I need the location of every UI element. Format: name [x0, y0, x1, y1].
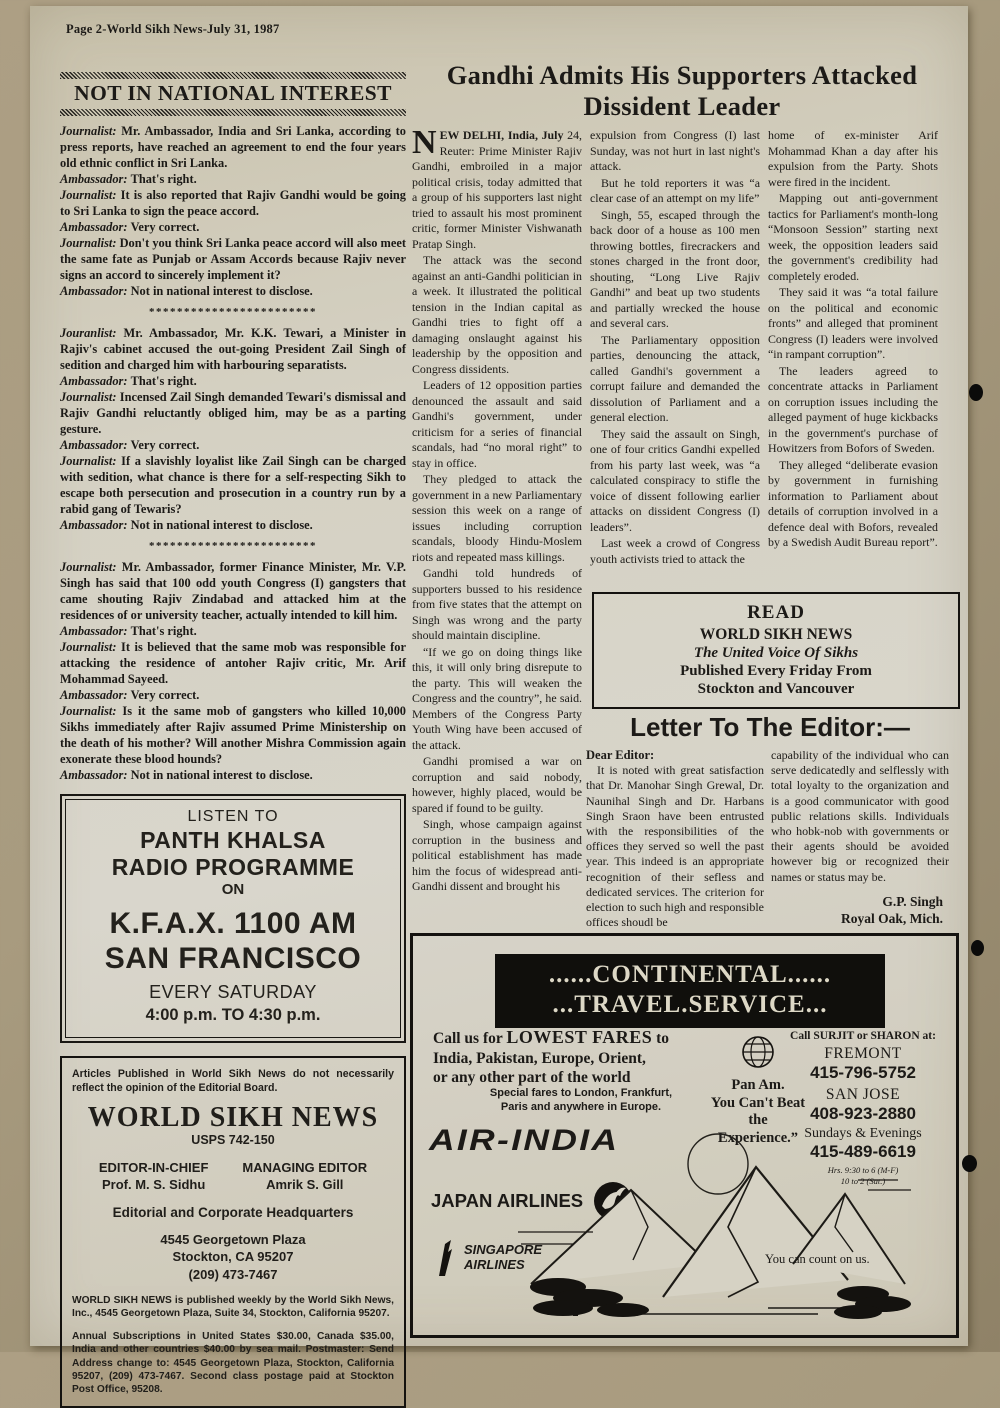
ad-banner: ......CONTINENTAL...... ...TRAVEL.SERVICE...: [495, 954, 885, 1028]
interview-line: Ambassador: Not in national interest to disclose.: [60, 284, 313, 298]
article-paragraph: But he told reporters it was “a clear case of an attempt on my life”: [590, 175, 760, 205]
article-paragraph: home of ex-minister Arif Mohammad Khan a day after his expulsion from the Party. Shots were fired in the incident.: [768, 128, 938, 189]
phone-evenings: 415-489-6619: [810, 1142, 916, 1162]
letter-column-2: [771, 748, 949, 930]
interview-line: Ambassador: Very correct.: [60, 220, 200, 234]
editorial-disclaimer: Articles Published in World Sikh News do not necessarily reflect the opinion of the Editorial Board.: [72, 1068, 394, 1094]
radio-ad-line: K.F.A.X. 1100 AM: [109, 906, 357, 940]
bird-icon: [431, 1238, 457, 1278]
interview-line: Journalist: Incensed Zail Singh demanded Tewari's dismissal and Rajiv Gandhi reluctantly obliged him, may be as a parting gesture.: [60, 390, 406, 436]
japan-airlines-logo: JAPAN AIRLINES: [431, 1180, 634, 1222]
interview-body: [60, 123, 406, 783]
tree-silhouette: [834, 1286, 911, 1319]
masthead-box: [60, 1056, 406, 1408]
publication-info: WORLD SIKH NEWS is published weekly by the World Sikh News, Inc., 4545 Georgetown Plaza, Suite 34, Stockton, California 95207.: [72, 1294, 395, 1319]
article-paragraph: The attack was the second against an anti-Gandhi politician in a week. It illustrated the political tension in the Indian capital as Gandhi tries to fight off a damaging onslaught against his leadership by the opposition and Congress dissidents.: [412, 253, 582, 376]
interview-line: Journalist: Is it the same mob of gangsters who killed 10,000 Sikhs immediately after Rajiv assumed Prime Ministership on the death of his mother? Will another Mishra Commission again exonerate these blood hounds?: [60, 704, 406, 766]
article-paragraph: They alleged “deliberate evasion by government in furnishing information to Parliament about details of corruption involved in a defence deal with Bofors, revealed by a Swedish Audit Bureau report”.: [768, 457, 938, 549]
drop-cap: N: [412, 124, 437, 161]
phone-fremont: 415-796-5752: [810, 1063, 916, 1082]
letter-paragraph: capability of the individual who can serve dedicatedly and selflessly with total loyalty to the organization and is a good communicator with good public relations skills. Individuals who hobk-nob with governments or their agents should be avoided however big or recognized their names or status may be.: [771, 748, 949, 884]
interview-line: Jouranlist: Mr. Ambassador, Mr. K.K. Tewari, a Minister in Rajiv's cabinet accused the out-going President Zail Singh of sedition and charged him with harbouring separatists.: [60, 326, 406, 372]
masthead-title: WORLD SIKH NEWS: [87, 1102, 379, 1134]
letter-signature: G.P. Singh Royal Oak, Mich.: [840, 893, 943, 927]
interview-line: Ambassador: That's right.: [60, 172, 197, 186]
interview-line: Journalist: Mr. Ambassador, India and Sri Lanka, according to press reports, have reached an agreement to end the four years old ethnic conflict in Sri Lanka.: [60, 124, 406, 170]
mountains-illustration: [513, 1132, 913, 1322]
article-paragraph: Last week a crowd of Congress youth activists tried to attack the: [590, 536, 760, 566]
interview-line: Journalist: If a slavishly loyalist like Zail Singh can be charged with sedition, what chance is there for a self-respecting Sikh to escape both persecution and prosecution in a country run by a rabid gang of Tewaris?: [60, 454, 406, 516]
ad-pitch: Call us for LOWEST FARES to India, Pakistan, Europe, Orient, or any other part of the world: [433, 1027, 670, 1086]
letter-paragraph: It is noted with great satisfaction that Dr. Manohar Singh Grewal, Dr. Naunihal Singh and Dr. Harbans Singh Sraon have been entrusted with the responsibilities of the offices they served so well the past year. This indeed is an appropriate recognition of their sefless and dedicated services. The criterion for election to such high and responsible offices shoudl be: [586, 763, 764, 930]
singapore-airlines-label: SINGAPORE AIRLINES: [464, 1242, 543, 1272]
radio-ad-content: [65, 799, 401, 1038]
article-paragraph: “If we go on doing things like this, it will only bring disrepute to the party. This will weaken the Congress and the country”, he said. Members of the Congress Party Youth Wing have been accused of the attack.: [412, 644, 582, 752]
interview-line: Ambassador: Very correct.: [60, 438, 200, 452]
interview-line: Ambassador: Not in national interest to disclose.: [60, 768, 313, 782]
managing-editor: MANAGING EDITOR Amrik S. Gill: [242, 1160, 368, 1192]
radio-programme-ad: [60, 794, 406, 1043]
radio-ad-line: LISTEN TO: [187, 808, 279, 825]
decorative-bar: [60, 109, 406, 116]
binder-hole: [971, 940, 984, 956]
interview-line: Ambassador: Very correct.: [60, 688, 200, 702]
article-lead-paragraph: NEW DELHI, India, July 24, Reuter: Prime Minister Rajiv Gandhi, embroiled in a major political crisis, today admitted that a group of his supporters last night tried to assault his most prominent critic, former Minister Vishwanath Pratap Singh.: [412, 124, 582, 251]
section-separator: ************************: [149, 540, 317, 552]
subscription-info: Annual Subscriptions in United States $30.00, Canada $35.00, India and other countries $40.00 by sea mail. Postmaster: Send Address change to: 4545 Georgetown Plaza, Stockton, California 95207, (209) 473-7467. Second class postage paid at Stockton Post Office, 95208.: [72, 1331, 394, 1396]
tree-silhouette: [530, 1278, 649, 1317]
interview-line: Ambassador: That's right.: [60, 374, 197, 388]
article-headline: Gandhi Admits His Supporters Attacked Dissident Leader: [446, 60, 918, 122]
article-column-1: [412, 124, 582, 896]
phone-san-jose: 408-923-2880: [810, 1103, 916, 1123]
address-block: 4545 Georgetown Plaza Stockton, CA 95207 (209) 473-7467: [160, 1231, 306, 1282]
binder-hole: [969, 384, 983, 401]
pan-am-slogan: Pan Am. You Can't Beat the Experience.”: [710, 1077, 806, 1147]
article-paragraph: Gandhi promised a war on corruption and said nobody, however, highly placed, would be spared if found to be guilty.: [412, 754, 582, 815]
letter-column-1: [586, 748, 764, 930]
article-paragraph: The leaders agreed to concentrate attacks in Parliament on corruption issues including the alleged payment of huge kickbacks in the government's purchase of Howitzers from Bofors of Sweden.: [768, 363, 938, 455]
radio-ad-line: 4:00 p.m. TO 4:30 p.m.: [145, 1005, 321, 1024]
editor-roles: [72, 1160, 394, 1193]
interview-line: Ambassador: That's right.: [60, 624, 197, 638]
article-paragraph: Gandhi told hundreds of supporters bussed to his residence from five states that the attempt on Singh was wrong and the party should maintain discipline.: [412, 566, 582, 642]
ad-tagline: You can count on us.: [765, 1252, 870, 1266]
interview-headline: NOT IN NATIONAL INTEREST: [74, 81, 392, 105]
ad-contact-block: Call SURJIT or SHARON at: FREMONT 415-796-5752 SAN JOSE 408-923-2880 Sundays & Evenings 415-489-6619 Hrs. 9:30 to 6 (M-F) 10 to 2 (Sat.): [779, 1030, 947, 1188]
article-paragraph: Mapping out anti-government tactics for Parliament's month-long “Monsoon Session” starting next week, the opposition leaders said the government's credibility had completely eroded.: [768, 191, 938, 283]
article-paragraph: Singh, whose campaign against corruption in the business and political establishment has made him the focus of widespread anti-Gandhi dissent and brought his: [412, 817, 582, 893]
read-promo-box: READ WORLD SIKH NEWS The United Voice Of Sikhs Published Every Friday From Stockton and Vancouver: [592, 592, 960, 709]
left-column: [60, 72, 406, 1408]
headquarters-label: Editorial and Corporate Headquarters: [112, 1204, 354, 1220]
radio-ad-line: EVERY SATURDAY: [149, 981, 317, 1002]
interview-line: Ambassador: Not in national interest to disclose.: [60, 518, 313, 532]
special-fares-text: Special fares to London, Frankfurt, Paris and anywhere in Europe.: [489, 1087, 673, 1114]
article-paragraph: The Parliamentary opposition parties, denouncing the attack, called Gandhi's government a corrupt failure and demanded the dissolution of Parliament and a general election.: [590, 332, 760, 424]
article-paragraph: expulsion from Congress (I) last Sunday, was not hurt in last night's attack.: [590, 128, 760, 173]
usps-number: USPS 742-150: [191, 1133, 275, 1148]
section-separator: ************************: [149, 306, 317, 318]
decorative-bar: [60, 72, 406, 79]
interview-line: Journalist: It is also reported that Rajiv Gandhi would be going to Sri Lanka to sign the peace accord.: [60, 188, 406, 218]
article-paragraph: Leaders of 12 opposition parties denounced the assault and said Gandhi's government, under criticism for a series of financial scandals, had “no moral right” to stay in office.: [412, 378, 582, 470]
radio-ad-line: SAN FRANCISCO: [104, 942, 362, 976]
binder-hole: [962, 1155, 977, 1172]
article-paragraph: They pledged to attack the government in a new Parliamentary session this week on a range of issues including corruption scandals, bloody Hindu-Moslem riots and repeated mass killings.: [412, 472, 582, 564]
travel-agency-ad: [410, 933, 959, 1338]
air-india-logo: AIR-INDIA: [429, 1124, 620, 1157]
radio-ad-line: PANTH KHALSA: [140, 826, 326, 853]
interview-line: Journalist: Mr. Ambassador, former Finance Minister, Mr. V.P. Singh has said that 100 odd youth Congress (I) gangsters that came shouting Rajiv Zindabad and attacked him at the residences of or university teacher, actually intended to kill him.: [60, 560, 406, 622]
office-hours: Hrs. 9:30 to 6 (M-F) 10 to 2 (Sat.): [827, 1164, 899, 1187]
pan-am-globe-icon: [740, 1034, 776, 1070]
letter-heading: Letter To The Editor:—: [630, 712, 910, 742]
radio-ad-line: ON: [221, 881, 245, 899]
article-paragraph: They said it was “a total failure on the political and economic fronts” and alleged that prominent Congress (I) leaders were involved “in rampant corruption”.: [768, 285, 938, 361]
radio-ad-line: RADIO PROGRAMME: [111, 854, 355, 880]
page-header: Page 2-World Sikh News-July 31, 1987: [66, 22, 280, 36]
article-paragraph: Singh, 55, escaped through the back door of a house as 100 men throwing bottles, firecrackers and stones charged in the front door, shouting, “Long Live Rajiv Gandhi” and beat up two students and partially wrecked the house and several cars.: [590, 207, 760, 330]
interview-line: Journalist: Don't you think Sri Lanka peace accord will also meet the same fate as Punjab or Assam Accords because Rajiv never signs an accord to sincerely implement it?: [60, 236, 406, 282]
article-paragraph: They said the assault on Singh, one of four critics Gandhi expelled from his party last week, was “a calculated conspiracy to stifle the voice of dissent following earlier attacks on dissident Congress (I) leaders”.: [590, 426, 760, 534]
letter-columns: [586, 748, 950, 930]
editor-in-chief: EDITOR-IN-CHIEF Prof. M. S. Sidhu: [98, 1160, 209, 1192]
interview-line: Journalist: It is believed that the same mob was responsible for attacking the residence of antoher Rajiv critic, Mr. Arif Mohammad Sayeed.: [60, 640, 406, 686]
letter-salutation: Dear Editor:: [586, 748, 655, 762]
